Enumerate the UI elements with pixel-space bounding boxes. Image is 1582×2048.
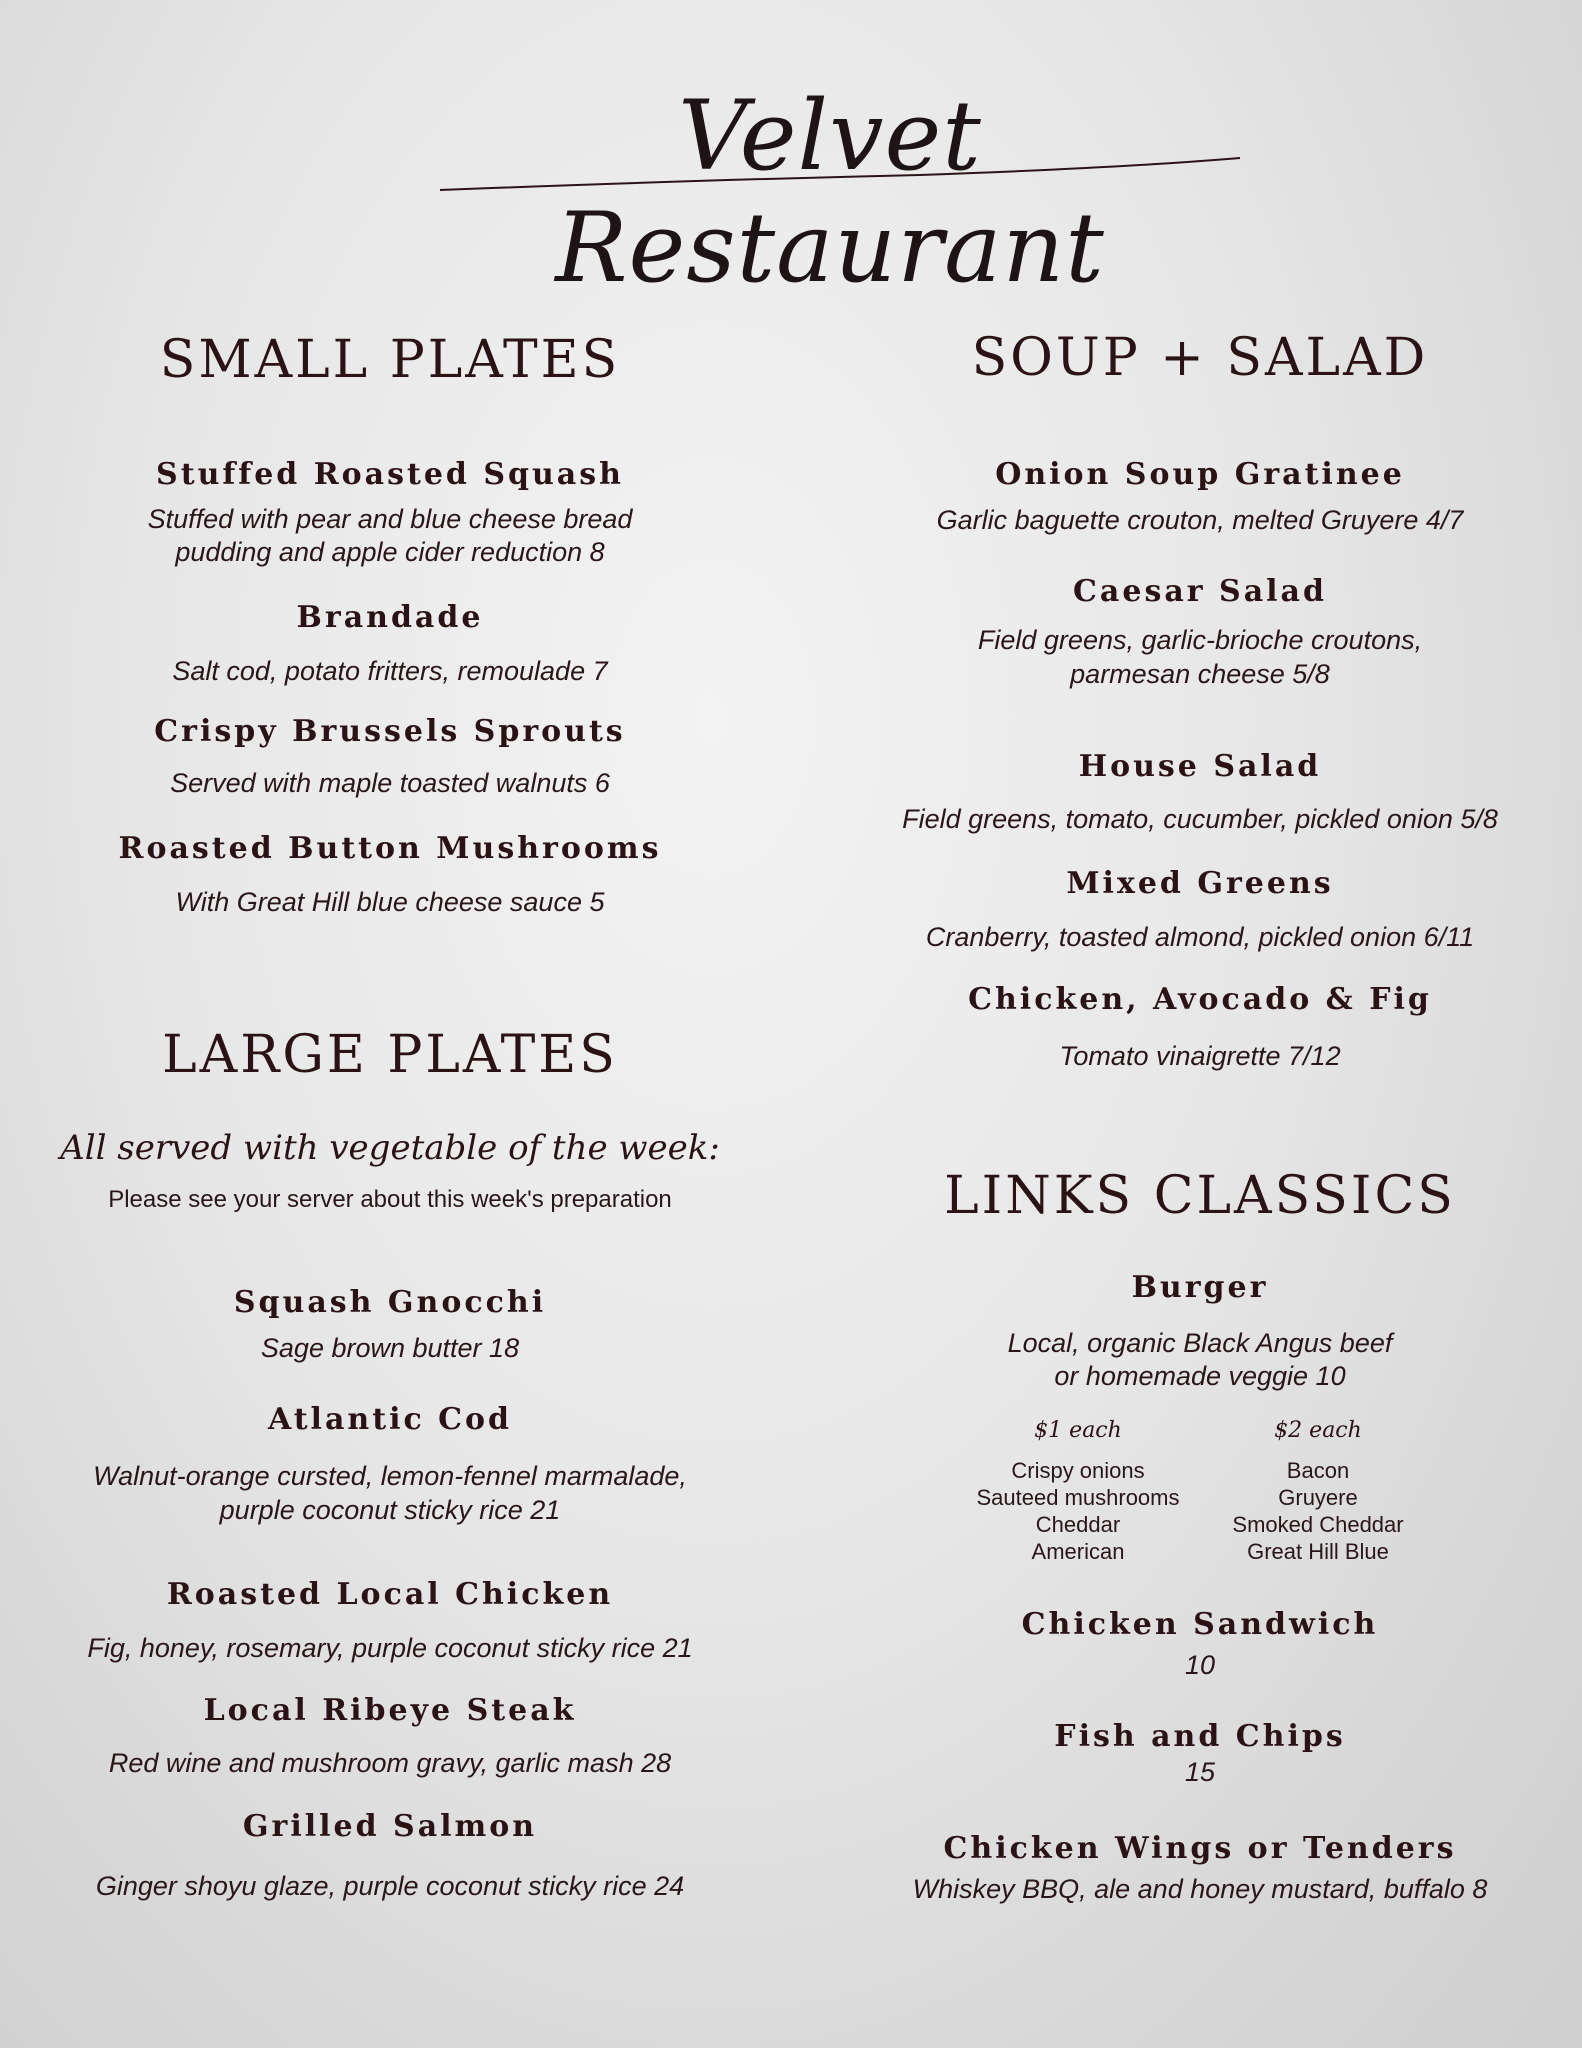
item-description: Whiskey BBQ, ale and honey mustard, buffalo 8 (912, 1874, 1488, 1904)
restaurant-logo (400, 40, 1260, 304)
addon-list-1 (948, 1457, 1208, 1565)
restaurant-name: Velvet Restaurant (555, 80, 1105, 304)
item-name: Grilled Salmon (242, 1809, 538, 1844)
item-description: or homemade veggie 10 (1054, 1361, 1346, 1391)
item-name: Roasted Local Chicken (166, 1577, 614, 1612)
addon-item: Crispy onions (1011, 1458, 1145, 1483)
item-name: Crispy Brussels Sprouts (154, 714, 626, 749)
item-name: Chicken Sandwich (1021, 1607, 1379, 1642)
item-description: Salt cod, potato fritters, remoulade 7 (172, 656, 608, 686)
addon-item: Cheddar (1035, 1512, 1121, 1537)
item-description: Walnut-orange cursted, lemon-fennel marmalade, (93, 1461, 687, 1491)
addon-list-2 (1188, 1457, 1448, 1565)
item-description: Tomato vinaigrette 7/12 (1059, 1041, 1341, 1071)
item-description: purple coconut sticky rice 21 (219, 1495, 561, 1525)
item-name: Atlantic Cod (267, 1402, 513, 1437)
item-name: Caesar Salad (1073, 574, 1327, 609)
item-description: parmesan cheese 5/8 (1070, 659, 1330, 689)
addon-price-1: $1 each (1034, 1418, 1122, 1443)
item-name: House Salad (1078, 749, 1322, 784)
addon-item: American (1031, 1539, 1125, 1564)
item-name: Squash Gnocchi (233, 1285, 547, 1320)
large-plates-title: LARGE PLATES (162, 1025, 618, 1085)
item-description: pudding and apple cider reduction 8 (175, 537, 605, 567)
item-description: Sage brown butter 18 (260, 1333, 520, 1363)
item-name: Onion Soup Gratinee (995, 457, 1405, 492)
item-description: Garlic baguette crouton, melted Gruyere 4/7 (936, 505, 1464, 535)
item-name: Roasted Button Mushrooms (118, 831, 662, 866)
item-name: Local Ribeye Steak (203, 1693, 577, 1728)
item-name: Chicken, Avocado & Fig (968, 982, 1432, 1017)
small-plates-title: SMALL PLATES (159, 330, 621, 390)
addon-item: Great Hill Blue (1247, 1539, 1389, 1564)
item-price: 10 (1184, 1650, 1216, 1680)
addon-item: Sauteed mushrooms (976, 1485, 1180, 1510)
item-description: Red wine and mushroom gravy, garlic mash 28 (108, 1748, 672, 1778)
item-description: Fig, honey, rosemary, purple coconut sticky rice 21 (87, 1633, 693, 1663)
item-price: 15 (1184, 1757, 1216, 1787)
soup-salad-title: SOUP + SALAD (971, 328, 1429, 388)
item-name: Chicken Wings or Tenders (943, 1831, 1457, 1866)
item-description: Cranberry, toasted almond, pickled onion 6/11 (925, 922, 1475, 952)
addon-price-2: $2 each (1274, 1418, 1362, 1443)
item-name: Mixed Greens (1066, 866, 1334, 901)
addon-item: Bacon (1286, 1458, 1350, 1483)
item-description: Field greens, garlic-brioche croutons, (977, 625, 1423, 655)
item-description: Served with maple toasted walnuts 6 (170, 768, 610, 798)
addon-item: Smoked Cheddar (1232, 1512, 1404, 1537)
item-description: Field greens, tomato, cucumber, pickled onion 5/8 (902, 804, 1498, 834)
item-description: Stuffed with pear and blue cheese bread (147, 504, 633, 534)
links-classics-title: LINKS CLASSICS (944, 1166, 1456, 1226)
server-note: Please see your server about this week's preparation (108, 1186, 672, 1213)
item-name: Stuffed Roasted Squash (156, 457, 624, 492)
item-name: Brandade (296, 600, 484, 635)
item-description: Local, organic Black Angus beef (1007, 1328, 1393, 1358)
item-name: Fish and Chips (1054, 1719, 1346, 1754)
item-name: Burger (1131, 1270, 1269, 1305)
item-description: With Great Hill blue cheese sauce 5 (175, 887, 605, 917)
addon-item: Gruyere (1278, 1485, 1358, 1510)
item-description: Ginger shoyu glaze, purple coconut sticky rice 24 (95, 1871, 685, 1901)
vegetable-note: All served with vegetable of the week: (60, 1128, 720, 1168)
